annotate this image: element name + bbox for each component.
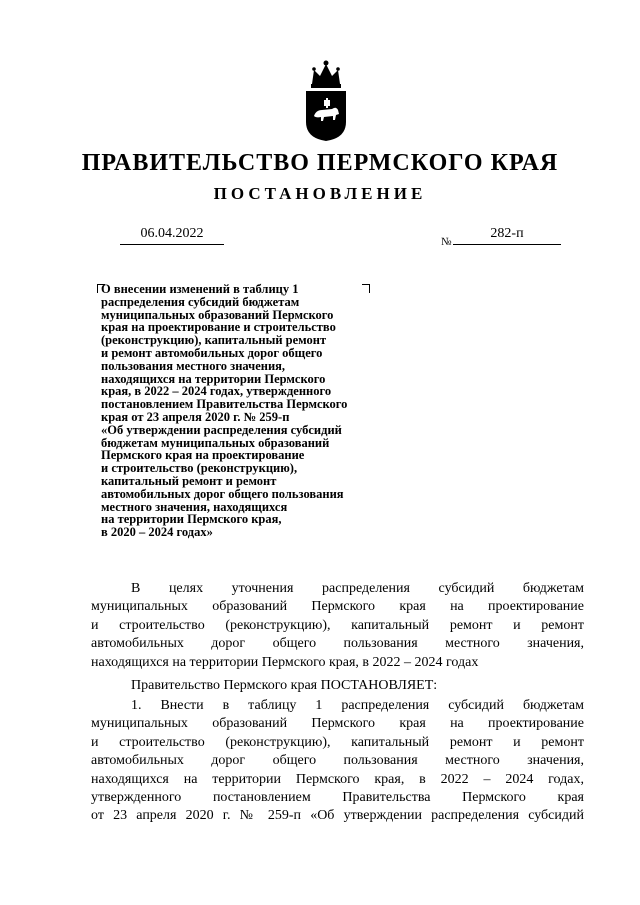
organization-title: ПРАВИТЕЛЬСТВО ПЕРМСКОГО КРАЯ (81, 150, 559, 176)
heading-line: края от 23 апреля 2020 г. № 259-п (101, 409, 290, 424)
body-line: и строительство (реконструкцию), капитальный ремонт и ремонт (91, 617, 584, 633)
heading-line: муниципальных образований Пермского (101, 307, 334, 322)
heading-line: края на проектирование и строительство (101, 320, 336, 335)
heading-line: капитальный ремонт и ремонт (101, 473, 277, 488)
heading-line: края, в 2022 – 2024 годах, утвержденного (101, 384, 332, 399)
body-line: находящихся на территории Пермского края, в 2022 – 2024 годах (91, 654, 479, 670)
heading-line: Пермского края на проектирование (101, 448, 305, 463)
heading-line: (реконструкцию), капитальный ремонт (101, 333, 327, 348)
heading-line: и строительство (реконструкцию), (101, 461, 298, 476)
heading-line: постановлением Правительства Пермского (101, 397, 348, 412)
body-line: В целях уточнения распределения субсидий бюджетам (131, 581, 584, 596)
document-heading (101, 283, 421, 539)
number-sign: № (441, 236, 452, 248)
heading-line: в 2020 – 2024 годах» (101, 525, 213, 540)
heading-line: бюджетам муниципальных образований (101, 435, 330, 450)
heading-line: распределения субсидий бюджетам (101, 294, 300, 309)
document-date: 06.04.2022 (120, 226, 224, 245)
body-line: муниципальных образований Пермского края на проектирование (91, 599, 584, 615)
heading-line: на территории Пермского края, (101, 512, 282, 527)
paragraph-item-1 (91, 697, 584, 826)
body-line: Правительство Пермского края ПОСТАНОВЛЯЕТ: (131, 678, 438, 693)
body-line: 1. Внести в таблицу 1 распределения субсидий бюджетам (131, 698, 584, 713)
heading-line: автомобильных дорог общего пользования (101, 486, 344, 501)
coat-of-arms-icon (302, 58, 350, 142)
document-number: 282-п (453, 226, 561, 245)
body-line: автомобильных дорог общего пользования местного значения, (91, 636, 584, 652)
paragraph-purpose (91, 580, 584, 672)
heading-line: «Об утверждении распределения субсидий (101, 422, 342, 437)
body-line: находящихся на территории Пермского края, в 2022 – 2024 годах, (91, 771, 584, 787)
body-line: от 23 апреля 2020 г. № 259-п «Об утверждении распределения субсидий (91, 808, 584, 824)
heading-line: О внесении изменений в таблицу 1 (101, 282, 299, 296)
body-line: и строительство (реконструкцию), капитальный ремонт и ремонт (91, 734, 584, 750)
body-line: муниципальных образований Пермского края на проектирование (91, 716, 584, 732)
heading-line: находящихся на территории Пермского (101, 371, 326, 386)
heading-line: и ремонт автомобильных дорог общего (101, 345, 323, 360)
heading-line: пользования местного значения, (101, 358, 286, 373)
document-type: ПОСТАНОВЛЕНИЕ (213, 184, 427, 203)
body-line: утвержденного постановлением Правительства Пермского края (91, 790, 584, 806)
body-line: автомобильных дорог общего пользования местного значения, (91, 753, 584, 769)
heading-line: местного значения, находящихся (101, 499, 288, 514)
paragraph-resolves (91, 677, 584, 695)
